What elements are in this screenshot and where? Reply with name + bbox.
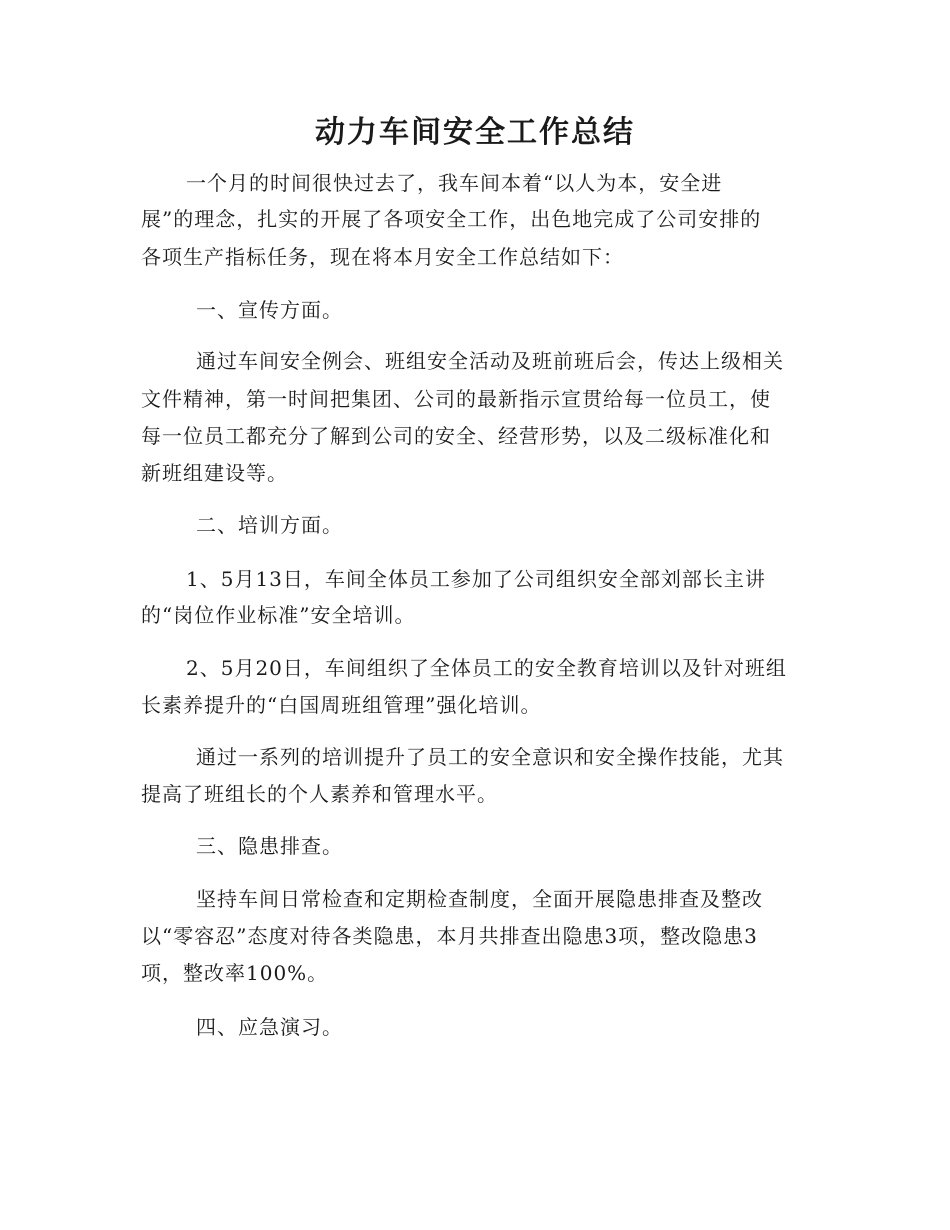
training-item-2-line-2: 长素养提升的“白国周班组管理”强化培训。 [141, 693, 542, 717]
paragraph-training-summary-line-2: 提高了班组长的个人素养和管理水平。 [141, 782, 498, 806]
paragraph-hazard-line-1: 坚持车间日常检查和定期检查制度，全面开展隐患排查及整改 [196, 887, 763, 911]
paragraph-intro-line-3: 各项生产指标任务，现在将本月安全工作总结如下： [141, 245, 624, 269]
paragraph-intro-line-2: 展”的理念，扎实的开展了各项安全工作，出色地完成了公司安排的 [141, 207, 762, 231]
section-heading-publicity: 一、宣传方面。 [196, 298, 343, 322]
paragraph-publicity-line-2: 文件精神，第一时间把集团、公司的最新指示宣贯给每一位员工，使 [141, 387, 771, 411]
paragraph-publicity-line-4: 新班组建设等。 [141, 461, 288, 485]
paragraph-intro-line-1: 一个月的时间很快过去了，我车间本着“以人为本，安全进 [186, 171, 723, 195]
section-heading-hazard: 三、隐患排查。 [196, 834, 343, 858]
training-item-1-line-1: 1、5月13日，车间全体员工参加了公司组织安全部刘部长主讲 [186, 567, 766, 591]
paragraph-hazard-line-3: 项，整改率100%。 [141, 961, 329, 985]
training-item-1-line-2: 的“岗位作业标准”安全培训。 [141, 603, 416, 627]
training-item-2-line-1: 2、5月20日，车间组织了全体员工的安全教育培训以及针对班组 [186, 656, 787, 680]
paragraph-publicity-line-1: 通过车间安全例会、班组安全活动及班前班后会，传达上级相关 [196, 349, 784, 373]
section-heading-training: 二、培训方面。 [196, 513, 343, 537]
section-heading-drill: 四、应急演习。 [196, 1015, 343, 1039]
paragraph-training-summary-line-1: 通过一系列的培训提升了员工的安全意识和安全操作技能，尤其 [196, 745, 784, 769]
paragraph-hazard-line-2: 以“零容忍”态度对待各类隐患，本月共排查出隐患3项，整改隐患3 [141, 924, 758, 948]
paragraph-publicity-line-3: 每一位员工都充分了解到公司的安全、经营形势，以及二级标准化和 [141, 424, 771, 448]
document-title: 动力车间安全工作总结 [315, 115, 635, 150]
